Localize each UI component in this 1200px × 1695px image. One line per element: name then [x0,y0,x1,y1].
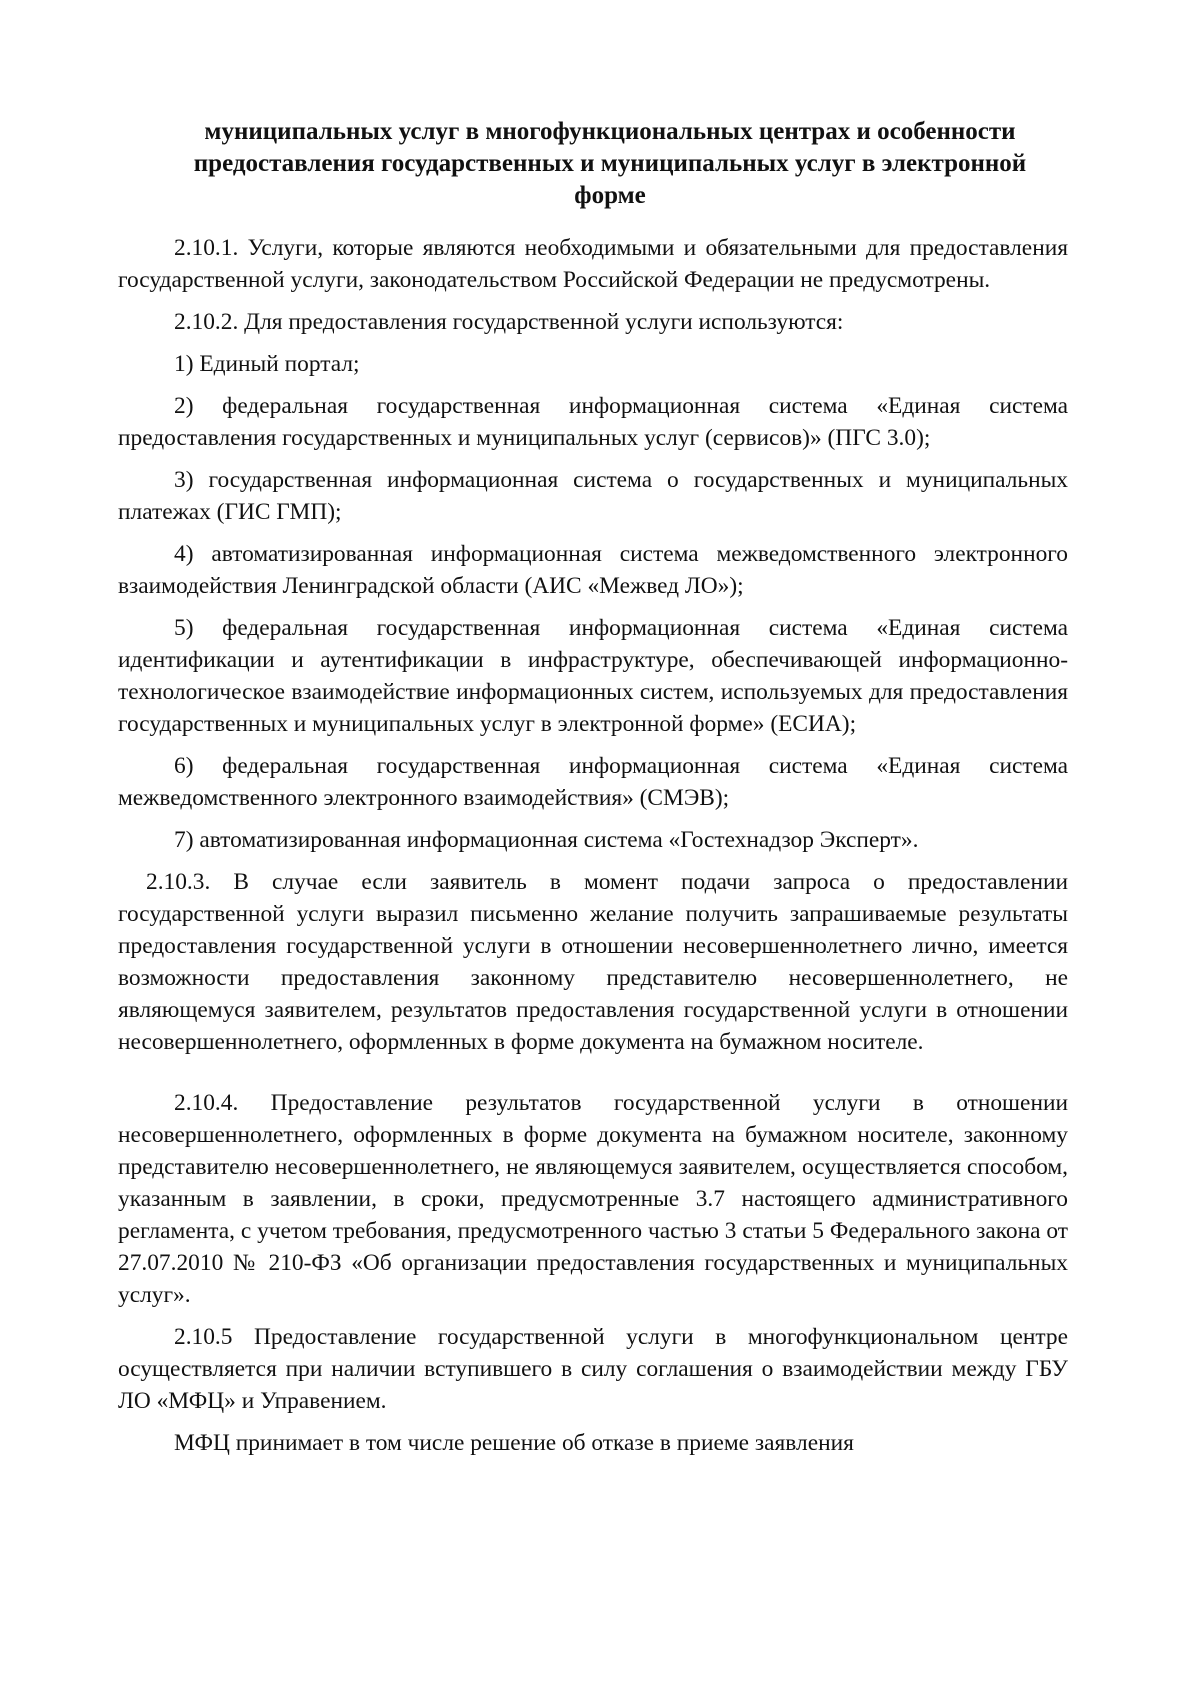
list-item-4: 4) автоматизированная информационная система межведомственного электронного взаимодействия Ленинградской области (АИС «Межвед ЛО»); [118,541,1068,599]
section-heading [150,116,1070,212]
document-body [118,232,1068,1469]
paragraph-2-10-3: 2.10.3. В случае если заявитель в момент подачи запроса о предоставлении государственной услуги выразил письменно желание получить запрашиваемые результаты предоставления государственной услуги в отношении несовершеннолетнего лично, имеется возможности предоставления законному представителю несовершеннолетнего, не являющемуся заявителем, результатов предоставления государственной услуги в отношении несовершеннолетнего, оформленных в форме документа на бумажном носителе. [118,869,1068,1055]
list-item-2: 2) федеральная государственная информационная система «Единая система предоставления государственных и муниципальных услуг (сервисов)» (ПГС 3.0); [118,393,1068,451]
paragraph-mfc: МФЦ принимает в том числе решение об отказе в приеме заявления [174,1430,854,1456]
list-item-1: 1) Единый портал; [174,351,360,377]
heading-line-2: предоставления государственных и муниципальных услуг в электронной [193,150,1027,177]
paragraph-2-10-1: 2.10.1. Услуги, которые являются необходимыми и обязательными для предоставления государственной услуги, законодательством Российской Федерации не предусмотрены. [118,235,1068,293]
heading-line-3: форме [574,182,646,209]
paragraph-2-10-2: 2.10.2. Для предоставления государственной услуги используются: [174,309,844,335]
list-item-5: 5) федеральная государственная информационная система «Единая система идентификации и аутентификации в инфраструктуре, обеспечивающей информационно-технологическое взаимодействие информационных систем, используемых для предоставления государственных и муниципальных услуг в электронной форме» (ЕСИА); [118,615,1068,737]
paragraph-2-10-4: 2.10.4. Предоставление результатов государственной услуги в отношении несовершеннолетнего, оформленных в форме документа на бумажном носителе, законному представителю несовершеннолетнего, не являющемуся заявителем, осуществляется способом, указанным в заявлении, в сроки, предусмотренные 3.7 настоящего административного регламента, с учетом требования, предусмотренного частью 3 статьи 5 Федерального закона от 27.07.2010 № 210-ФЗ «Об организации предоставления государственных и муниципальных услуг». [118,1090,1068,1308]
list-item-6: 6) федеральная государственная информационная система «Единая система межведомственного электронного взаимодействия» (СМЭВ); [118,753,1068,811]
heading-line-1: муниципальных услуг в многофункциональных центрах и особенности [204,118,1016,145]
list-item-7: 7) автоматизированная информационная система «Гостехнадзор Эксперт». [174,827,919,853]
paragraph-2-10-5: 2.10.5 Предоставление государственной услуги в многофункциональном центре осуществляется при наличии вступившего в силу соглашения о взаимодействии между ГБУ ЛО «МФЦ» и Управением. [118,1324,1068,1414]
list-item-3: 3) государственная информационная система о государственных и муниципальных платежах (ГИС ГМП); [118,467,1068,525]
